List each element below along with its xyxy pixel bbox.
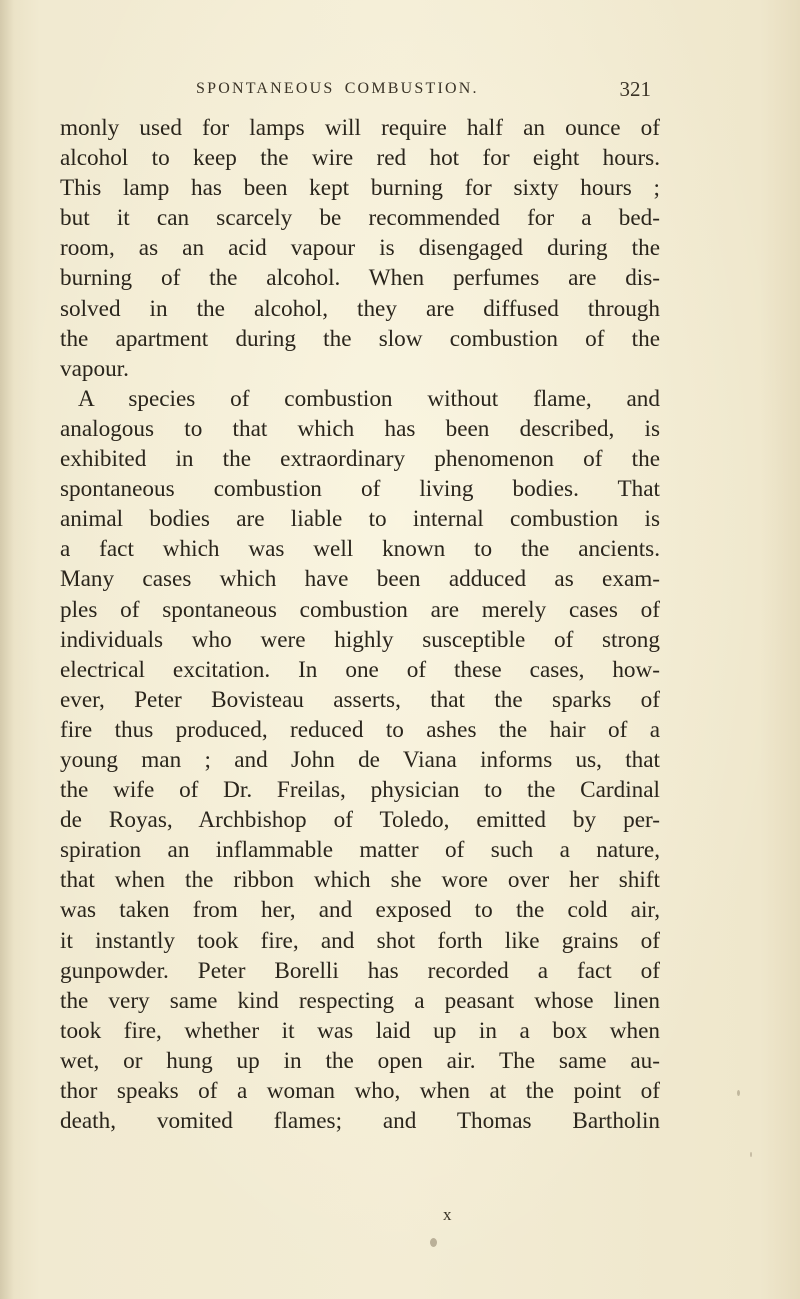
text-line: A species of combustion without flame, and (78, 385, 660, 412)
text-line: vapour. (60, 355, 129, 382)
text-line: it instantly took fire, and shot forth like grains of (60, 927, 660, 954)
paper-speck (737, 1090, 740, 1096)
text-line: the apartment during the slow combustion of the (60, 325, 660, 352)
running-head (196, 77, 651, 110)
text-line: exhibited in the extraordinary phenomenon of the (60, 446, 660, 473)
text-line: death, vomited flames; and Thomas Bartholin (60, 1108, 660, 1135)
text-line: Many cases which have been adduced as exam- (60, 566, 660, 593)
text-line: This lamp has been kept burning for sixty hours ; (60, 175, 660, 202)
text-line: gunpowder. Peter Borelli has recorded a fact of (60, 957, 660, 984)
text-line: wet, or hung up in the open air. The same au- (60, 1047, 660, 1074)
text-line: that when the ribbon which she wore over her shift (60, 867, 660, 894)
text-line: room, as an acid vapour is disengaged during the (60, 235, 660, 262)
spine-shadow (0, 0, 14, 1299)
text-line: was taken from her, and exposed to the cold air, (60, 897, 660, 924)
text-line: thor speaks of a woman who, when at the point of (60, 1078, 660, 1104)
page-number: 321 (619, 77, 651, 101)
body-text (60, 113, 660, 1136)
text-line: animal bodies are liable to internal combustion is (60, 506, 660, 533)
text-line: burning of the alcohol. When perfumes are dis- (60, 265, 660, 292)
text-line: ever, Peter Bovisteau asserts, that the sparks of (60, 686, 660, 713)
text-line: the very same kind respecting a peasant whose linen (60, 987, 660, 1014)
text-line: ples of spontaneous combustion are merely cases of (60, 596, 660, 623)
text-line: a fact which was well known to the ancients. (60, 536, 660, 563)
text-line: took fire, whether it was laid up in a box when (60, 1017, 660, 1044)
text-line: electrical excitation. In one of these cases, how- (60, 656, 660, 683)
running-title: SPONTANEOUS COMBUSTION. (196, 80, 479, 97)
text-line: fire thus produced, reduced to ashes the hair of a (60, 716, 660, 743)
text-line: alcohol to keep the wire red hot for eight hours. (60, 145, 660, 172)
text-line: but it can scarcely be recommended for a bed- (60, 205, 660, 232)
text-line: individuals who were highly susceptible of strong (60, 626, 660, 653)
paper-speck (750, 1152, 752, 1157)
text-line: young man ; and John de Viana informs us, that (60, 746, 660, 773)
paper-speck (430, 1238, 437, 1247)
text-line: monly used for lamps will require half an ounce of (60, 115, 660, 141)
text-line: spiration an inflammable matter of such a nature, (60, 837, 660, 864)
text-line: solved in the alcohol, they are diffused through (60, 295, 660, 322)
text-line: spontaneous combustion of living bodies. That (60, 476, 660, 503)
text-line: the wife of Dr. Freilas, physician to the Cardinal (60, 777, 660, 804)
signature-mark: x (443, 1205, 452, 1224)
text-line: de Royas, Archbishop of Toledo, emitted by per- (60, 807, 660, 834)
text-line: analogous to that which has been described, is (60, 415, 660, 442)
